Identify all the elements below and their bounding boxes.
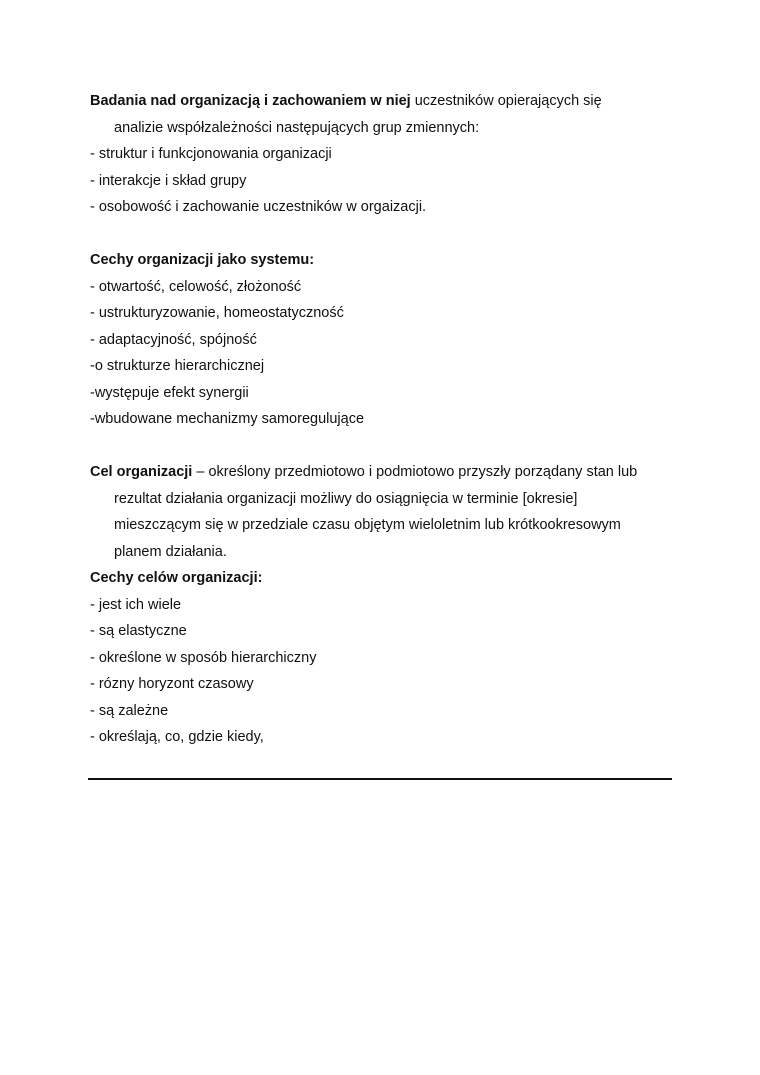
section2-item: -występuje efekt synergii (90, 384, 249, 401)
section3-definition-continuation: mieszczącym się w przedziale czasu objętym wieloletnim lub krótkookresowym (114, 517, 621, 533)
section2-item: - adaptacyjność, spójność (90, 331, 257, 348)
section4-item: - jest ich wiele (90, 596, 182, 613)
section1-item: - osobowość i zachowanie uczestników w orgaizacji. (90, 199, 427, 215)
section3-definition-continuation: planem działania. (114, 543, 227, 560)
section1-heading (90, 88, 680, 115)
section1-heading-continuation: analizie współzależności następujących grup zmiennych: (114, 119, 480, 136)
section4-item: - określają, co, gdzie kiedy, (90, 729, 264, 745)
section3-definition (90, 459, 680, 486)
spacer (90, 221, 680, 248)
section3-definition-first: – określony przedmiotowo i podmiotowo przyszły porządany stan lub (192, 464, 638, 480)
document-body (90, 88, 680, 751)
section4-item: - są elastyczne (90, 623, 187, 639)
spacer (90, 433, 680, 460)
section2-item: - otwartość, celowość, złożoność (90, 278, 302, 295)
horizontal-rule (88, 778, 672, 780)
section4-heading: Cechy celów organizacji: (90, 570, 263, 586)
section2-item: - ustrukturyzowanie, homeostatyczność (90, 305, 344, 321)
section1-heading-rest: uczestników opierających się (410, 93, 602, 109)
section4-item: - rózny horyzont czasowy (90, 676, 254, 692)
section2-item: -o strukturze hierarchicznej (90, 358, 265, 374)
section4-item: - są zależne (90, 702, 169, 719)
section1-heading-bold: Badania nad organizacją i zachowaniem w niej (90, 93, 411, 109)
section2-item: -wbudowane mechanizmy samoregulujące (90, 411, 365, 427)
section4-item: - określone w sposób hierarchiczny (90, 649, 317, 666)
section1-item: - interakcje i skład grupy (90, 172, 247, 189)
section3-definition-continuation: rezultat działania organizacji możliwy do osiągnięcia w terminie [okresie] (114, 490, 578, 507)
section2-heading: Cechy organizacji jako systemu: (90, 252, 315, 268)
section3-term: Cel organizacji (90, 464, 193, 480)
section1-item: - struktur i funkcjonowania organizacji (90, 146, 332, 162)
